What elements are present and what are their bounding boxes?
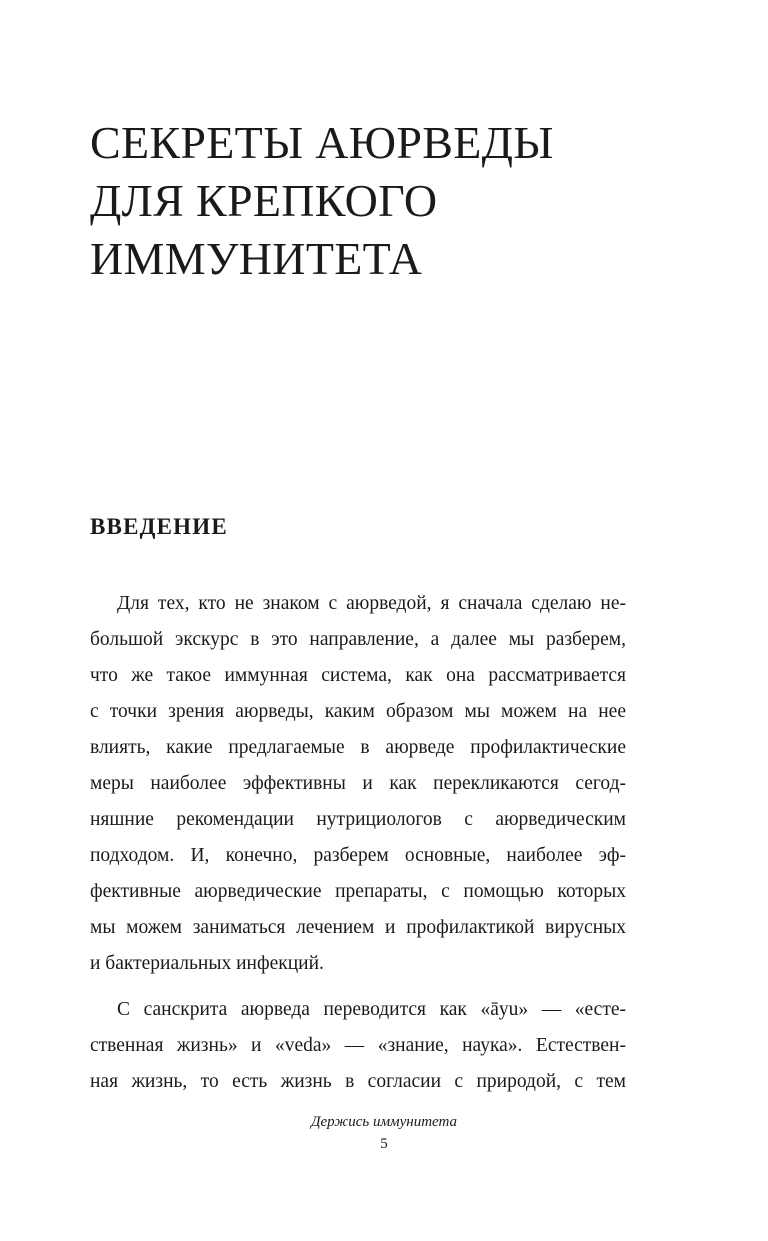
paragraph-gap xyxy=(90,982,626,992)
paragraph-line: и бактериальных инфекций. xyxy=(90,953,324,974)
chapter-title-line-1: СЕКРЕТЫ АЮРВЕДЫ xyxy=(90,117,554,168)
chapter-title-line-2: ДЛЯ КРЕПКОГО xyxy=(90,175,438,226)
page-number: 5 xyxy=(380,1136,388,1152)
body-text xyxy=(90,586,626,1100)
paragraph-line: С санскрита аюрведа переводится как «āyu» — «есте- xyxy=(117,999,626,1020)
paragraph-line: подходом. И, конечно, разберем основные, наиболее эф- xyxy=(90,845,626,866)
paragraph-line: с точки зрения аюрведы, каким образом мы можем на нее xyxy=(90,701,626,722)
paragraph-line: что же такое иммунная система, как она рассматривается xyxy=(90,665,626,686)
paragraph-line: мы можем заниматься лечением и профилактикой вирусных xyxy=(90,917,626,938)
paragraph-line: Для тех, кто не знаком с аюрведой, я сначала сделаю не- xyxy=(117,593,626,614)
paragraph-line: большой экскурс в это направление, а далее мы разберем, xyxy=(90,629,626,650)
paragraph-line: ственная жизнь» и «veda» — «знание, наука». Естествен- xyxy=(90,1035,626,1056)
section-heading: ВВЕДЕНИЕ xyxy=(90,514,228,539)
running-footer-title: Держись иммунитета xyxy=(310,1114,458,1130)
paragraph-line: влиять, какие предлагаемые в аюрведе профилактические xyxy=(90,737,626,758)
paragraph-line: няшние рекомендации нутрициологов с аюрведическим xyxy=(90,809,626,830)
paragraph-1 xyxy=(90,586,626,982)
paragraph-line: ная жизнь, то есть жизнь в согласии с природой, с тем xyxy=(90,1071,626,1092)
chapter-title-line-3: ИММУНИТЕТА xyxy=(90,233,423,284)
chapter-title xyxy=(90,114,690,288)
paragraph-2 xyxy=(90,992,626,1100)
paragraph-line: меры наиболее эффективны и как перекликаются сегод- xyxy=(90,773,626,794)
paragraph-line: фективные аюрведические препараты, с помощью которых xyxy=(90,881,626,902)
